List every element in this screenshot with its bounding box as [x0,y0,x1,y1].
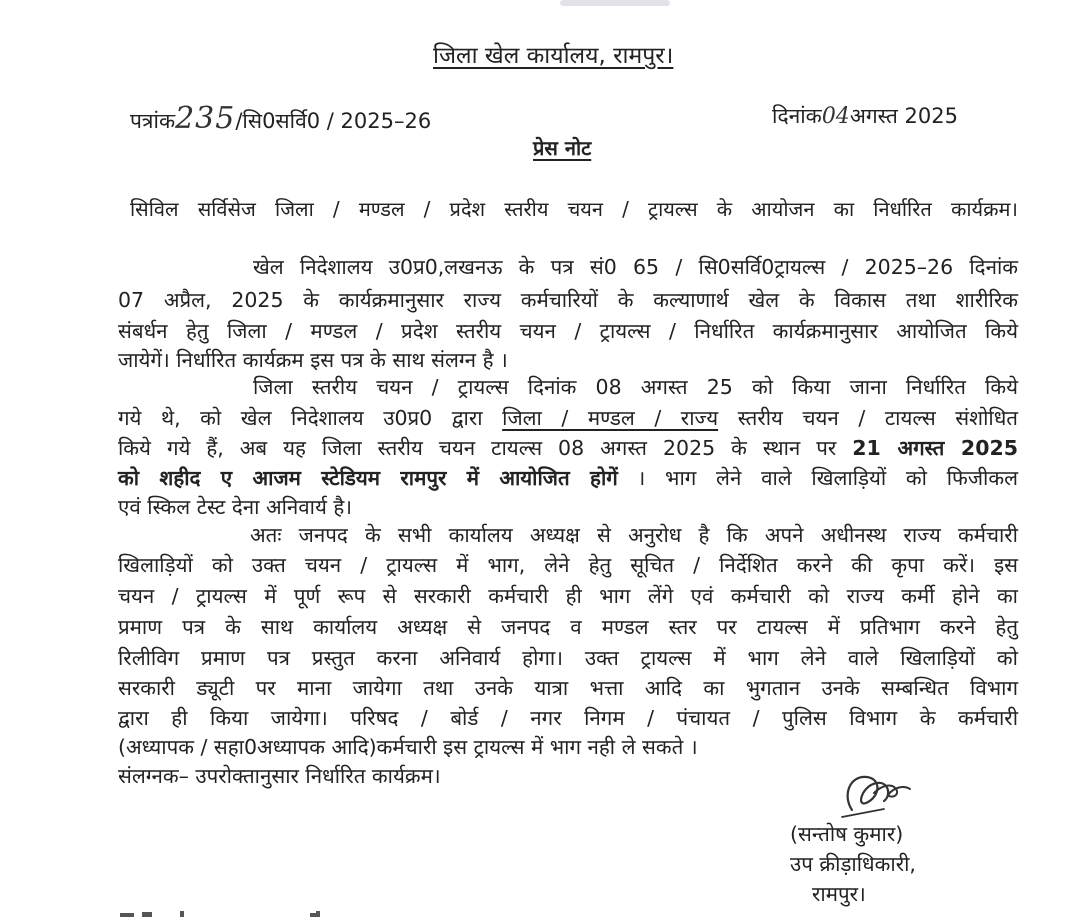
date-handwritten-day: 04 [821,104,850,129]
p2-line-2-start: गये थे, को खेल निदेशालय उ0प्र0 द्वारा [118,406,483,430]
press-note-heading: प्रेस नोट [533,136,592,160]
p1-line-4: जायेगें। निर्धारित कार्यक्रम इस पत्र के साथ संलग्न है । [118,348,508,372]
p3-line-7: द्वारा ही किया जायेगा। परिषद / बोर्ड / नगर निगम / पंचायत / पुलिस विभाग के कर्मचारी [118,706,1018,730]
ref-handwritten-number: 235 [175,101,236,136]
p3-line-2: खिलाड़ियों को उक्त चयन / ट्रायल्स में भाग, लेने हेतु सूचित / निर्देशित करने की कृपा करें। इस [118,553,1018,577]
p2-underlined-levels: जिला / मण्डल / राज्य [502,406,719,430]
p2-line-4-end: । भाग लेने वाले खिलाड़ियों को फिजीकल [617,466,1018,490]
cut-off-text-marks [120,910,400,917]
p2-line-3 [118,438,1018,459]
signatory-place: रामपुर। [812,882,866,906]
p2-line-4 [118,468,1018,489]
office-title: जिला खेल कार्यालय, रामपुर। [433,43,674,69]
p3-line-8: (अध्यापक / सहा0अध्यापक आदि)कर्मचारी इस ट्रायल्स में भाग नही ले सकते । [118,735,698,759]
p2-line-2-end: स्तरीय चयन / टायल्स संशोधित [737,406,1018,430]
p3-line-3: चयन / ट्रायल्स में पूर्ण रूप से सरकारी कर्मचारी ही भाग लेंगे एवं कर्मचारी को राज्य कर्मी होने का [118,584,1018,608]
p2-new-date: 21 अगस्त 2025 [852,436,1018,460]
p2-line-5: एवं स्किल टेस्ट देना अनिवार्य है। [118,495,353,519]
p2-line-1: जिला स्तरीय चयन / ट्रायल्स दिनांक 08 अगस्त 25 को किया जाना निर्धारित किये [253,375,1018,399]
p2-line-3-start: किये गये हैं, अब यह जिला स्तरीय चयन टायल्स 08 अगस्त 2025 के स्थान पर [118,436,837,460]
enclosure-line: संलग्नक– उपरोक्तानुसार निर्धारित कार्यक्रम। [118,764,441,788]
p3-line-1: अतः जनपद के सभी कार्यालय अध्यक्ष से अनुरोध है कि अपने अधीनस्थ राज्य कर्मचारी [250,523,1018,547]
signatory-name: (सन्तोष कुमार) [790,822,904,846]
p3-line-4: प्रमाण पत्र के साथ कार्यालय अध्यक्ष से जनपद व मण्डल स्तर पर टायल्स में प्रतिभाग करने हेतु [118,615,1018,639]
handwritten-signature [822,765,922,825]
p1-line-3: संबर्धन हेतु जिला / मण्डल / प्रदेश स्तरीय चयन / ट्रायल्स / निर्धारित कार्यक्रमानुसार आयोजित किये [118,319,1018,343]
signatory-designation: उप क्रीड़ाधिकारी, [790,852,916,876]
p1-line-1: खेल निदेशालय उ0प्र0,लखनऊ के पत्र सं0 65 / सि0सर्वि0ट्रायल्स / 2025–26 दिनांक [253,255,1018,279]
date-prefix: दिनांक [772,104,822,128]
date-suffix: अगस्त 2025 [849,104,958,128]
p3-line-6: सरकारी ड्यूटी पर माना जायेगा तथा उनके यात्रा भत्ता आदि का भुगतान उनके सम्बन्धित विभाग [118,676,1018,700]
letter-date [772,106,958,128]
p3-line-5: रिलीविग प्रमाण पत्र प्रस्तुत करना अनिवार्य होगा। उक्त ट्रायल्स में भाग लेने वाले खिलाड़ियों को [118,646,1018,670]
ref-prefix: पत्रांक [130,109,176,133]
p2-line-2 [118,408,1018,429]
p1-line-2: 07 अप्रैल, 2025 के कार्यक्रमानुसार राज्य कर्मचारियों के कल्याणार्थ खेल के विकास तथा शारीरिक [118,288,1018,312]
reference-number [130,101,432,136]
ref-suffix: /सि0सर्वि0 / 2025–26 [235,109,432,133]
top-smudge [560,0,670,6]
p2-venue: को शहीद ए आजम स्टेडियम रामपुर में आयोजित होगें [118,466,618,490]
subject-line: सिविल सर्विसेज जिला / मण्डल / प्रदेश स्तरीय चयन / ट्रायल्स के आयोजन का निर्धारित कार्यक्रम। [130,197,1018,221]
